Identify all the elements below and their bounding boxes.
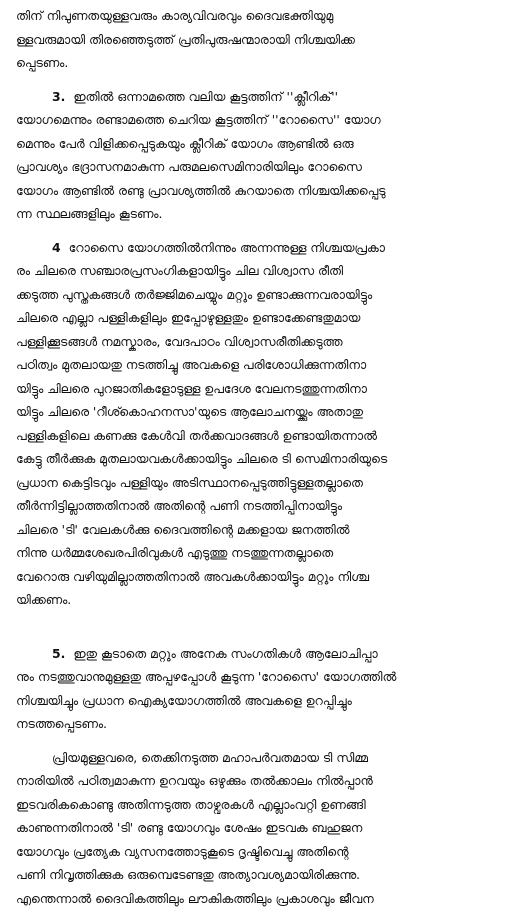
text-line-body: ഇതിൽ ഒന്നാമത്തെ വലിയ കൂട്ടത്തിന് ''ക്ലീറിക്'' (73, 89, 338, 104)
paragraph-gap (16, 736, 496, 746)
text-line: നടത്തപ്പെടണം. (16, 712, 496, 736)
paragraph-gap (16, 612, 496, 642)
text-line: പള്ളിക്കൂടങ്ങൾ നമസ്കാരം, വേദപാഠം വിശ്വാസരീതിക്കടുത്ത (16, 330, 496, 354)
text-line: യോഗമെന്നും രണ്ടാമത്തെ ചെറിയ കൂട്ടത്തിന് ''റോസൈ'' യോഗ (16, 108, 496, 132)
text-line: നും നടത്തുവാനുമുള്ളതു അപ്പഴപ്പോൾ കൂടുന്ന 'റോസൈ' യോഗത്തിൽ (16, 665, 496, 689)
paragraph-gap (16, 226, 496, 236)
paragraph-4 (16, 236, 496, 612)
paragraph-number: 3. (52, 89, 65, 104)
text-line: നിന്നു ധർമ്മശേഖരപിരിവുകൾ എടുത്തു നടത്തുന്നതല്ലാതെ (16, 541, 496, 565)
text-line: പഠിത്വം മുതലായതു നടത്തിച്ചു അവകളെ പരിശോധിക്കുന്നതിനാ (16, 353, 496, 377)
text-line: യിട്ടും ചിലരെ പുറജാതികളോടുള്ള ഉപദേശ വേലനടത്തുന്നതിനാ (16, 377, 496, 401)
text-line: യിക്കണം. (16, 588, 496, 612)
text-line: പ്രാവശ്യം ഭദ്രാസനമാകുന്ന പരുമലസെമിനാരിയിലും റോസൈ (16, 155, 496, 179)
text-line: പണി നിവൃത്തിക്കുക ഒരുമ്പെടേണ്ടതു അത്യാവശ്യമായിരിക്കുന്നു. (16, 863, 496, 887)
text-line: ള്ളവരുമായി തിരഞ്ഞെടുത്ത് പ്രതിപുരുഷന്മാരായി നിശ്ചയിക്ക (16, 28, 496, 52)
paragraph-5 (16, 642, 496, 736)
text-line: ക്കടുത്ത പുസ്തകങ്ങൾ തർജ്ജിമചെയ്യും മറ്റും ഉണ്ടാക്കുന്നവരായിട്ടും (16, 283, 496, 307)
paragraph-3 (16, 85, 496, 226)
text-line: കാണുന്നതിനാൽ 'ടി' രണ്ടു യോഗവും ശേഷം ഇടവക ബഹുജന (16, 816, 496, 840)
text-line-body: റോസൈ യോഗത്തിൽനിന്നും അന്നന്നുള്ള നിശ്ചയപ്രകാ (69, 240, 385, 255)
text-line (16, 642, 496, 666)
paragraph-number: 4 (52, 240, 61, 255)
text-line: നിശ്ചയിച്ചും പ്രധാന ഐക്യയോഗത്തിൽ അവകളെ ഉറപ്പിച്ചും (16, 689, 496, 713)
text-line: കേട്ടു തീർക്കുക മുതലായവകൾക്കായിട്ടും ചിലരെ ടി സെമിനാരിയുടെ (16, 447, 496, 471)
text-line: യിട്ടും ചിലരെ 'റീശ്കൊഹനസാ'യുടെ ആലോചനയ്ക്കും അതാതു (16, 400, 496, 424)
text-line: പ്പെടണം. (16, 51, 496, 75)
text-line: തീർന്നിട്ടില്ലാത്തതിനാൽ അതിന്റെ പണി നടത്തിപ്പിനായിട്ടും (16, 494, 496, 518)
text-line: യോഗവും പ്രത്യേക വ്യസനത്തോടുകൂടെ ദൃഷ്ടിവെച്ചു അതിന്റെ (16, 840, 496, 864)
text-line: ന്ന സ്ഥലങ്ങളിലും കൂടണം. (16, 202, 496, 226)
text-line: യോഗം ആണ്ടിൽ രണ്ടു പ്രാവശ്യത്തിൽ കുറയാതെ നിശ്ചയിക്കപ്പെടു (16, 179, 496, 203)
paragraph-gap (16, 75, 496, 85)
text-line: തിന് നിപുണതയുള്ളവരും കാര്യവിവരവും ദൈവഭക്തിയുമു (16, 4, 496, 28)
text-line: പള്ളികളിലെ കണക്കു കേൾവി തർക്കവാദങ്ങൾ ഉണ്ടായിതന്നാൽ (16, 424, 496, 448)
text-line: ചിലരെ 'ടി' വേലകൾക്കു ദൈവത്തിന്റെ മക്കളായ ജനത്തിൽ (16, 518, 496, 542)
paragraph-continuation (16, 4, 496, 75)
text-line: രം ചിലരെ സഞ്ചാരപ്രസംഗികളായിട്ടും ചില വിശ്വാസ രീതി (16, 259, 496, 283)
text-line-body: ഇതു കൂടാതെ മറ്റും അനേക സംഗതികൾ ആലോചിപ്പാ (73, 646, 377, 661)
text-line: പ്രിയമുള്ളവരെ, തെക്കിനടുത്ത മഹാപർവതമായ ടി സിമ്മ (16, 746, 496, 770)
paragraph-6 (16, 746, 496, 910)
text-line: ചിലരെ എല്ലാ പള്ളികളിലും ഇപ്പോഴുള്ളതും ഉണ്ടാക്കേണ്ടതുമായ (16, 306, 496, 330)
text-line (16, 236, 496, 260)
paragraph-number: 5. (52, 646, 65, 661)
text-line: മെന്നും പേർ വിളിക്കപ്പെടുകയും ക്ലീറിക് യോഗം ആണ്ടിൽ ഒരു (16, 132, 496, 156)
text-line: ഇടവരികകൊണ്ടു അതിന്നടുത്ത താഴ്വരകൾ എല്ലാംവറ്റി ഉണങ്ങി (16, 793, 496, 817)
text-line: വേറൊരു വഴിയുമില്ലാത്തതിനാൽ അവകൾക്കായിട്ടും മറ്റും നിശ്ച (16, 565, 496, 589)
text-line: നാരിയിൽ പഠിത്വമാകുന്ന ഉറവയും ഒഴുക്കും തൽക്കാലം നിൽപ്പാൻ (16, 769, 496, 793)
text-line (16, 85, 496, 109)
text-line: എന്തെന്നാൽ ദൈവികത്തിലും ലൗകികത്തിലും പ്രകാശവും ജീവന (16, 887, 496, 910)
text-line: പ്രധാന കെട്ടിടവും പള്ളിയും അടിസ്ഥാനപ്പെടുത്തിട്ടുള്ളതല്ലാതെ (16, 471, 496, 495)
